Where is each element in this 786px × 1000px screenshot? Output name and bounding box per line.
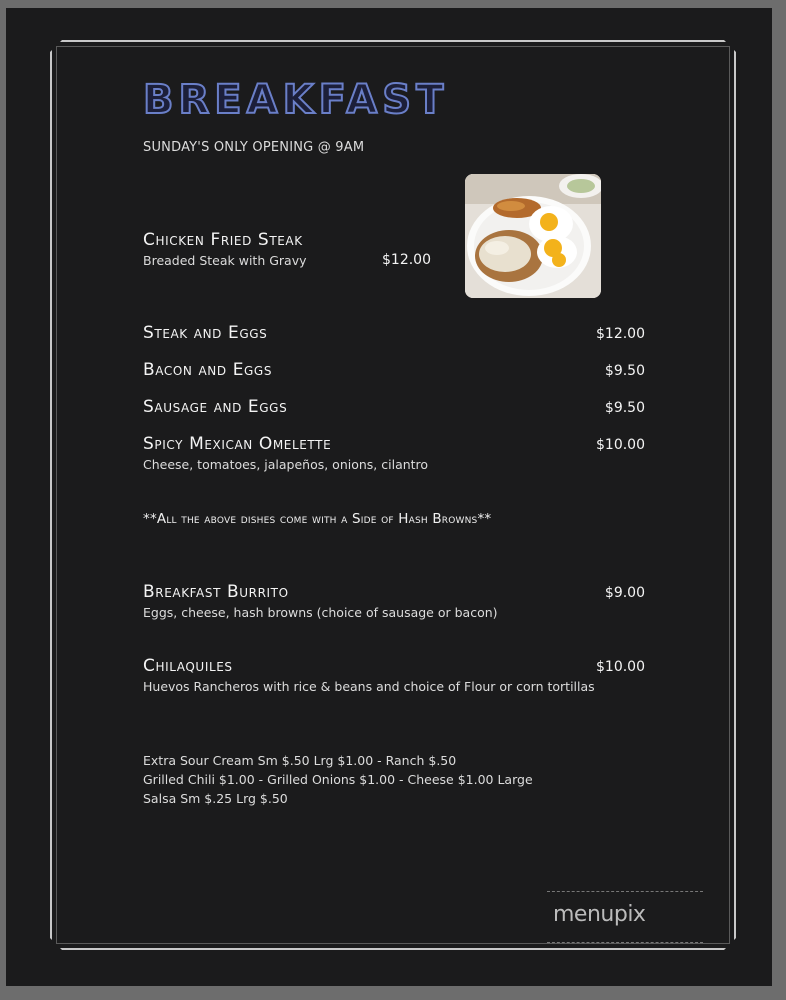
extras-line: Grilled Chili $1.00 - Grilled Onions $1.00 - Cheese $1.00 Large	[143, 772, 533, 787]
menupix-watermark	[547, 891, 703, 943]
menu-item-sausage-and-eggs-price: $9.50	[604, 400, 645, 416]
menu-item-chilaquiles-description: Huevos Rancheros with rice & beans and choice of Flour or corn tortillas	[143, 679, 595, 694]
extras-line: Extra Sour Cream Sm $.50 Lrg $1.00 - Ranch $.50	[143, 753, 457, 768]
menu-item-breakfast-burrito-description: Eggs, cheese, hash browns (choice of sausage or bacon)	[143, 605, 498, 620]
menu-item-sausage-and-eggs-name: Sausage and Eggs	[143, 397, 288, 417]
menu-item-steak-and-eggs-price: $12.00	[596, 326, 645, 342]
extras-list	[143, 751, 533, 808]
menu-item-bacon-and-eggs-name: Bacon and Eggs	[143, 360, 273, 380]
menu-item-spicy-mexican-omelette-name: Spicy Mexican Omelette	[143, 434, 332, 454]
menu-item-chilaquiles-name: Chilaquiles	[143, 656, 233, 676]
menu-item-chicken-fried-steak-name: Chicken Fried Steak	[143, 230, 303, 250]
menu-item-steak-and-eggs-name: Steak and Eggs	[143, 323, 268, 343]
hash-browns-note: **All the above dishes come with a Side of Hash Browns**	[143, 511, 492, 527]
featured-dish-photo	[465, 174, 601, 298]
menu-item-bacon-and-eggs-price: $9.50	[604, 363, 645, 379]
plate-with-fried-steak-and-eggs-photo-icon	[465, 174, 601, 298]
menu-frame-inner-border	[56, 46, 730, 944]
menu-item-chicken-fried-steak-description: Breaded Steak with Gravy	[143, 253, 307, 268]
menupix-watermark-text: menupix	[553, 902, 646, 927]
menu-item-spicy-mexican-omelette-price: $10.00	[596, 437, 645, 453]
menu-item-chilaquiles-price: $10.00	[596, 659, 645, 675]
menu-item-breakfast-burrito-price: $9.00	[604, 585, 645, 601]
extras-line: Salsa Sm $.25 Lrg $.50	[143, 791, 288, 806]
menu-item-chicken-fried-steak-price: $12.00	[382, 252, 431, 268]
opening-hours-subtitle: SUNDAY'S ONLY OPENING @ 9AM	[143, 140, 365, 155]
menu-item-spicy-mexican-omelette-description: Cheese, tomatoes, jalapeños, onions, cilantro	[143, 457, 429, 472]
menu-title: BREAKFAST	[143, 77, 449, 123]
menu-item-breakfast-burrito-name: Breakfast Burrito	[143, 582, 289, 602]
